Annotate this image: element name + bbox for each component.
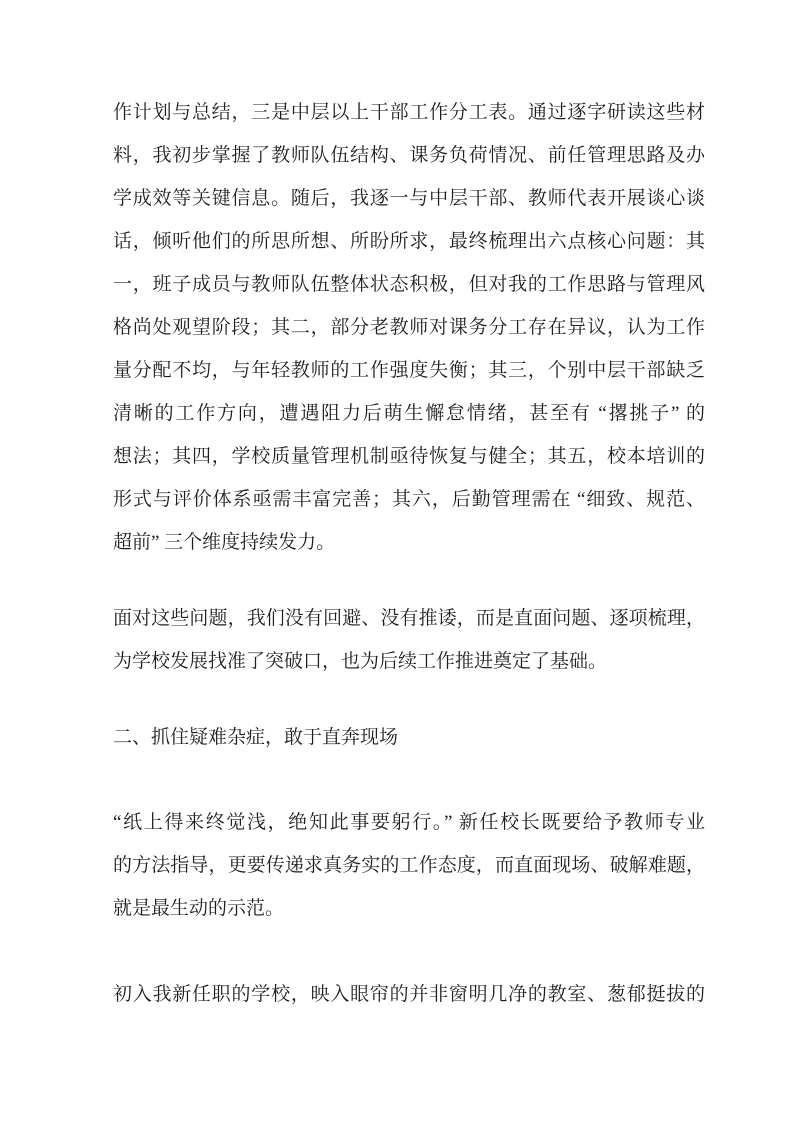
paragraph bbox=[113, 91, 705, 564]
text-line: 作计划与总结，三是中层以上干部工作分工表。通过逐字研读这些材 bbox=[113, 102, 705, 123]
text-line: 为学校发展找准了突破口，也为后续工作推进奠定了基础。 bbox=[113, 651, 608, 672]
paragraph bbox=[113, 801, 705, 930]
text-line: 的方法指导，更要传递求真务实的工作态度，而直面现场、破解难题， bbox=[113, 855, 705, 876]
text-line: 就是最生动的示范。 bbox=[113, 898, 285, 919]
text-line: 形式与评价体系亟需丰富完善；其六，后勤管理需在 “细致、规范、 bbox=[113, 489, 705, 510]
text-line: 格尚处观望阶段；其二，部分老教师对课务分工存在异议，认为工作 bbox=[113, 317, 705, 338]
text-line: 量分配不均，与年轻教师的工作强度失衡；其三，个别中层干部缺乏 bbox=[113, 360, 705, 381]
text-line: 想法；其四，学校质量管理机制亟待恢复与健全；其五，校本培训的 bbox=[113, 446, 705, 467]
paragraph bbox=[113, 973, 705, 1016]
text-line: 话，倾听他们的所思所想、所盼所求，最终梳理出六点核心问题：其 bbox=[113, 231, 705, 252]
text-line: 初入我新任职的学校，映入眼帘的并非窗明几净的教室、葱郁挺拔的 bbox=[113, 984, 705, 1005]
section-heading bbox=[113, 716, 705, 759]
text-line: 料，我初步掌握了教师队伍结构、课务负荷情况、前任管理思路及办 bbox=[113, 145, 705, 166]
text-line: “纸上得来终觉浅，绝知此事要躬行。” 新任校长既要给予教师专业 bbox=[113, 812, 705, 833]
text-line: 面对这些问题，我们没有回避、没有推诿，而是直面问题、逐项梳理， bbox=[113, 608, 705, 629]
paragraph bbox=[113, 597, 705, 683]
heading-line: 二、抓住疑难杂症，敢于直奔现场 bbox=[113, 727, 399, 748]
text-line: 超前” 三个维度持续发力。 bbox=[113, 532, 336, 553]
text-line: 学成效等关键信息。随后，我逐一与中层干部、教师代表开展谈心谈 bbox=[113, 188, 705, 209]
text-line: 一，班子成员与教师队伍整体状态积极，但对我的工作思路与管理风 bbox=[113, 274, 705, 295]
text-line: 清晰的工作方向，遭遇阻力后萌生懈怠情绪，甚至有 “撂挑子” 的 bbox=[113, 403, 705, 424]
